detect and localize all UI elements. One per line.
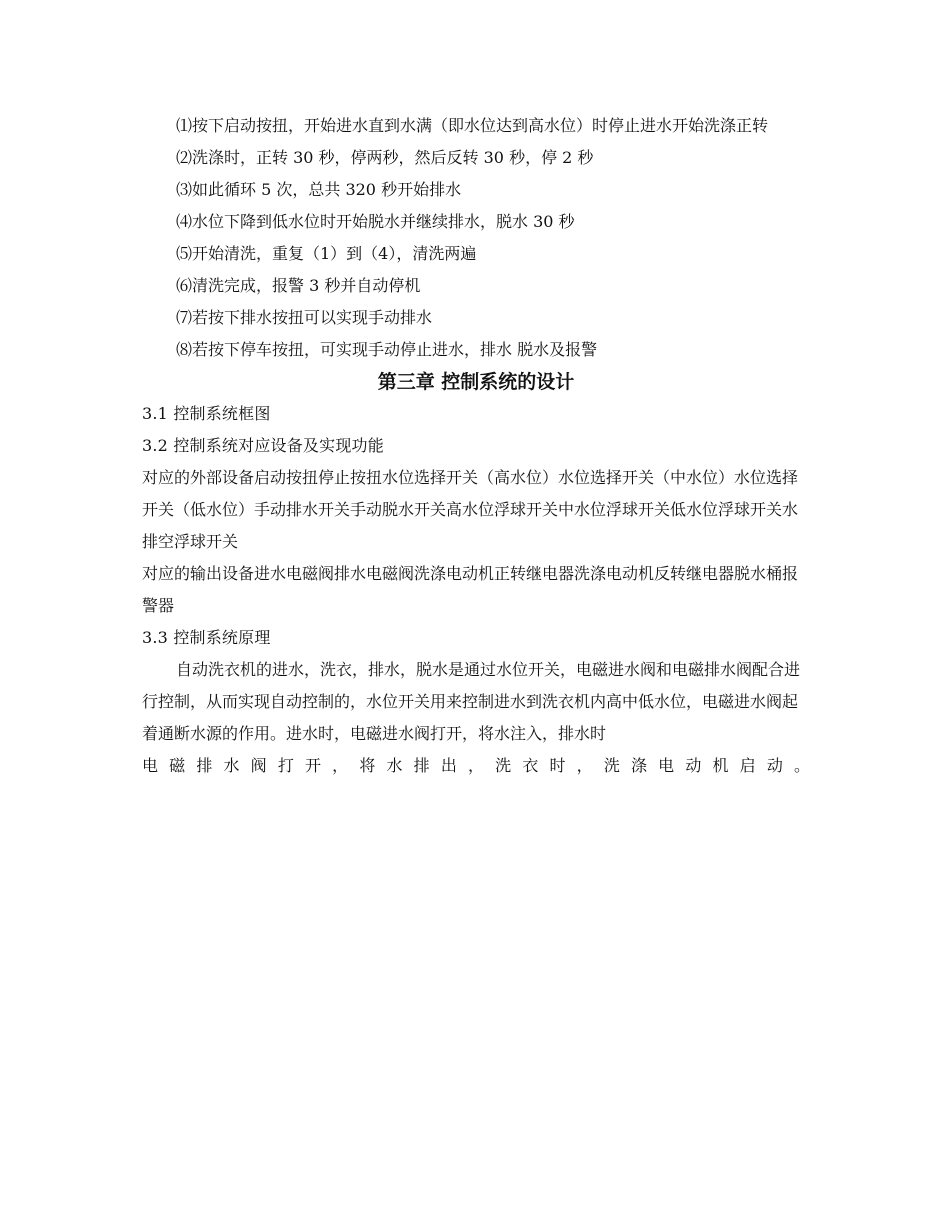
- section-3-3-heading: 3.3 控制系统原理: [142, 628, 271, 647]
- input-devices-paragraph: 对应的外部设备启动按扭停止按扭水位选择开关（高水位）水位选择开关（中水位）水位选择开关（低水位）手动排水开关手动脱水开关高水位浮球开关中水位浮球开关低水位浮球开关水排空浮球开关: [142, 468, 799, 551]
- section-3-1-heading: 3.1 控制系统框图: [142, 404, 271, 423]
- step-6: ⑹清洗完成，报警 3 秒并自动停机: [176, 276, 421, 295]
- step-5: ⑸开始清洗，重复（1）到（4），清洗两遍: [176, 244, 477, 263]
- section-3-2-heading: 3.2 控制系统对应设备及实现功能: [142, 436, 384, 455]
- step-3: ⑶如此循环 5 次，总共 320 秒开始排水: [176, 180, 462, 199]
- output-devices-paragraph: 对应的输出设备进水电磁阀排水电磁阀洗涤电动机正转继电器洗涤电动机反转继电器脱水桶报警器: [142, 564, 799, 615]
- principle-paragraph-last-line: 电磁排水阀打开，将水排出，洗衣时，洗涤电动机启动。: [142, 756, 810, 775]
- step-7: ⑺若按下排水按扭可以实现手动排水: [176, 308, 433, 327]
- step-1: ⑴按下启动按扭，开始进水直到水满（即水位达到高水位）时停止进水开始洗涤正转: [176, 116, 769, 135]
- step-8: ⑻若按下停车按扭，可实现手动停止进水，排水 脱水及报警: [176, 340, 598, 359]
- step-4: ⑷水位下降到低水位时开始脱水并继续排水，脱水 30 秒: [176, 212, 575, 231]
- chapter-title: 第三章 控制系统的设计: [377, 371, 575, 393]
- principle-paragraph: 自动洗衣机的进水，洗衣，排水，脱水是通过水位开关，电磁进水阀和电磁排水阀配合进行控制，从而实现自动控制的，水位开关用来控制进水到洗衣机内高中低水位，电磁进水阀起着通断水源的作用。进水时，电磁进水阀打开，将水注入，排水时: [142, 660, 801, 743]
- document-body: [142, 110, 810, 782]
- step-2: ⑵洗涤时，正转 30 秒，停两秒，然后反转 30 秒，停 2 秒: [176, 148, 594, 167]
